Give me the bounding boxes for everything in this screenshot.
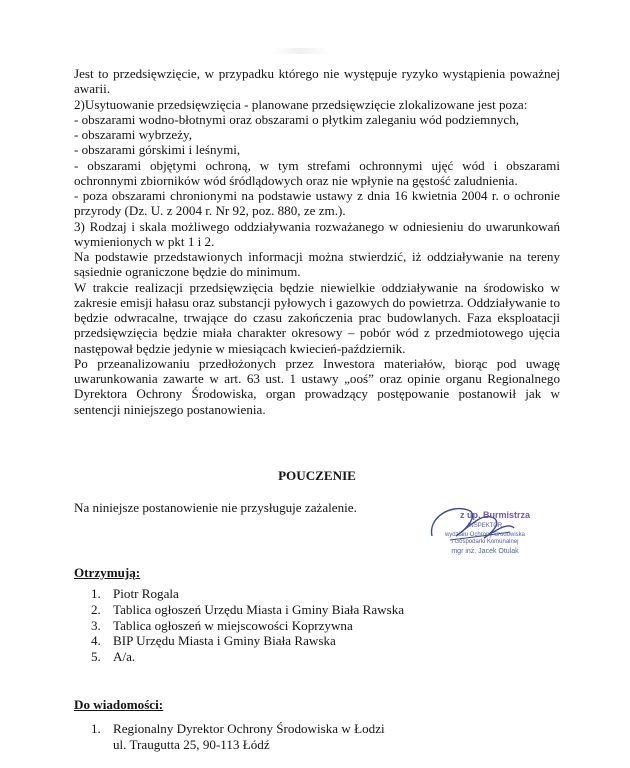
- list-item: 4. BIP Urzędu Miasta i Gminy Biała Rawska: [91, 633, 336, 649]
- list-item: 3. Tablica ogłoszeń w miejscowości Koprzywna: [91, 617, 353, 633]
- official-stamp-signature: [410, 496, 560, 566]
- body-paragraph: 2)Usytuowanie przedsięwzięcia - planowane przedsięwzięcie zlokalizowane jest poza:: [74, 96, 528, 112]
- body-paragraph: - obszarami wodno-błotnymi oraz obszarami o płytkim zaleganiu wód podziemnych,: [74, 111, 520, 127]
- body-paragraph: Jest to przedsięwzięcie, w przypadku którego nie występuje ryzyko wystąpienia poważnej awarii.: [74, 66, 560, 97]
- body-paragraph: - obszarami wybrzeży,: [74, 127, 193, 142]
- body-paragraph: W trakcie realizacji przedsięwzięcia będzie niewielkie oddziaływanie na środowisko w zakresie emisji hałasu oraz substancji pyłowych i gazowych do powietrza. Oddziaływanie to będzie odwracalne, trwające do czasu zakończenia prac budowlanych. Faza eksploatacji przedsięwzięcia będzie miała charakter okresowy – pobór wód z przedmiotowego ujęcia następował będzie jedynie w miesiącach kwiecień-październik.: [74, 279, 560, 356]
- pouczenie-heading: POUCZENIE: [278, 468, 356, 483]
- body-paragraph: - obszarami objętymi ochroną, w tym strefami ochronnymi ujęć wód i obszarami ochronnymi zbiorników wód śródlądowych oraz nie wpłynie na gęstość zaludnienia.: [74, 157, 560, 188]
- stamp-line: z up. Burmistrza: [459, 510, 530, 520]
- body-paragraph: 3) Rodzaj i skala możliwego oddziaływania rozważanego w odniesieniu do uwarunkowań wymienionych w pkt 1 i 2.: [74, 218, 560, 249]
- document-body: [74, 66, 560, 417]
- body-paragraph: Po przeanalizowaniu przedłożonych przez Inwestora materiałów, biorąc pod uwagę uwarunkowania zawarte w art. 63 ust. 1 ustawy „ooś” oraz opinie organu Regionalnego Dyrektora Ochrony Środowiska, organ prowadzący postępowanie postanowił jak w sentencji niniejszego postanowienia.: [74, 355, 560, 417]
- faint-header-mark: [270, 48, 330, 54]
- cc-list: [91, 721, 385, 753]
- list-item: 1. Piotr Rogala: [91, 586, 179, 601]
- stamp-line: mgr inż. Jacek Otulak: [451, 548, 519, 555]
- body-paragraph: Na podstawie przedstawionych informacji można stwierdzić, iż oddziaływanie na tereny sąsiednie ograniczone będzie do minimum.: [74, 249, 560, 280]
- body-paragraph: - poza obszarami chronionymi na podstawie ustawy z dnia 16 kwietnia 2004 r. o ochronie przyrody (Dz. U. z 2004 r. Nr 92, poz. 880, ze zm.).: [74, 188, 560, 219]
- pouczenie-text: Na niniejsze postanowienie nie przysługuje zażalenie.: [74, 500, 357, 515]
- signature-scribble-icon: [410, 496, 560, 566]
- stamp-line: i Gospodarki Komunalnej: [451, 539, 519, 545]
- recipients-list: [91, 586, 404, 665]
- list-item: 1. Regionalny Dyrektor Ochrony Środowiska w Łodzi ul. Traugutta 25, 90-113 Łódź: [91, 721, 385, 752]
- cc-title: Do wiadomości:: [74, 697, 164, 712]
- stamp-line: INSPEKTOR: [467, 523, 503, 529]
- body-paragraph: - obszarami górskimi i leśnymi,: [74, 142, 241, 158]
- list-item: 5. A/a.: [91, 649, 136, 665]
- list-item: 2. Tablica ogłoszeń Urzędu Miasta i Gminy Biała Rawska: [91, 601, 405, 617]
- recipients-title: Otrzymują:: [74, 565, 141, 580]
- stamp-line: wydziału Ochrony Środowiska: [444, 532, 526, 538]
